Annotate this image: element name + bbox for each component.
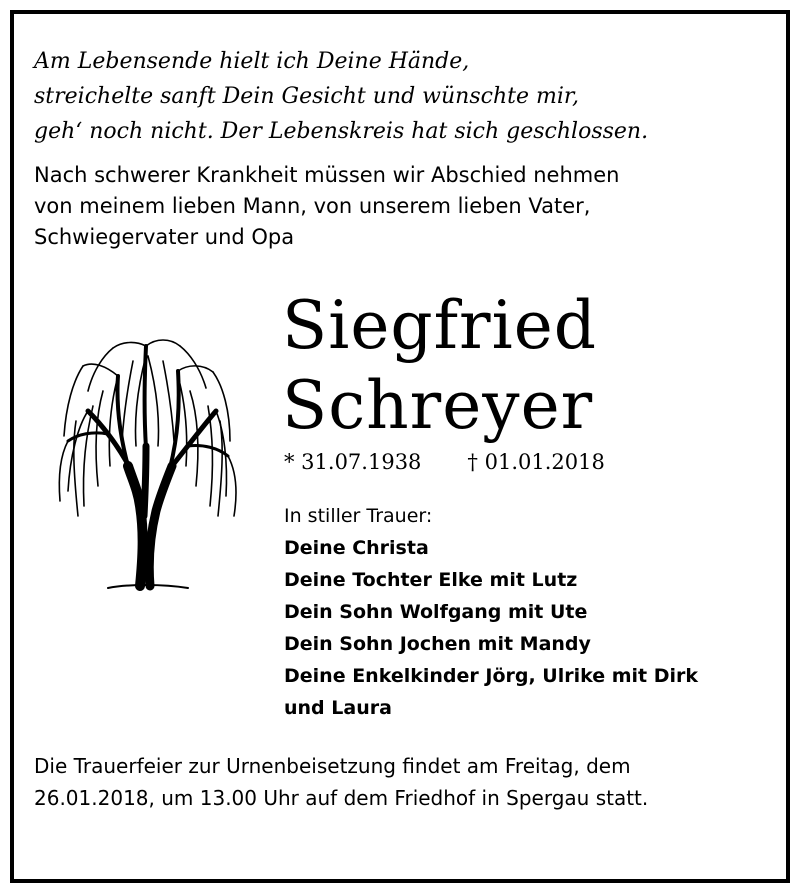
verse-line: streichelte sanft Dein Gesicht und wünschte mir,: [34, 84, 579, 109]
mourner-name: und Laura: [284, 697, 392, 719]
first-name: Siegfried: [282, 287, 598, 364]
mourners-block: [284, 500, 698, 724]
mourner-name: Deine Christa: [284, 537, 429, 559]
tree-icon: [48, 316, 244, 594]
last-name: Schreyer: [282, 367, 594, 444]
mourner-name: Dein Sohn Wolfgang mit Ute: [284, 601, 588, 623]
funeral-line: Die Trauerfeier zur Urnenbeisetzung findet am Freitag, dem: [34, 754, 631, 778]
intro-line: Schwiegervater und Opa: [34, 225, 295, 249]
death-date: † 01.01.2018: [467, 450, 605, 474]
intro-line: von meinem lieben Mann, von unserem lieben Vater,: [34, 194, 591, 218]
intro-text: [34, 160, 619, 253]
life-dates: [284, 450, 605, 474]
funeral-notice: [34, 750, 648, 814]
deceased-name: [282, 286, 597, 446]
mourner-name: Deine Tochter Elke mit Lutz: [284, 569, 578, 591]
birth-date: * 31.07.1938: [284, 450, 422, 474]
verse-line: Am Lebensende hielt ich Deine Hände,: [34, 49, 470, 74]
verse: [34, 44, 648, 149]
mourner-name: Dein Sohn Jochen mit Mandy: [284, 633, 591, 655]
verse-line: geh‘ noch nicht. Der Lebenskreis hat sich geschlossen.: [34, 119, 649, 144]
intro-line: Nach schwerer Krankheit müssen wir Abschied nehmen: [34, 163, 620, 187]
mourner-name: Deine Enkelkinder Jörg, Ulrike mit Dirk: [284, 665, 699, 687]
mourners-label: In stiller Trauer:: [284, 505, 433, 527]
funeral-line: 26.01.2018, um 13.00 Uhr auf dem Friedhof in Spergau statt.: [34, 786, 649, 810]
